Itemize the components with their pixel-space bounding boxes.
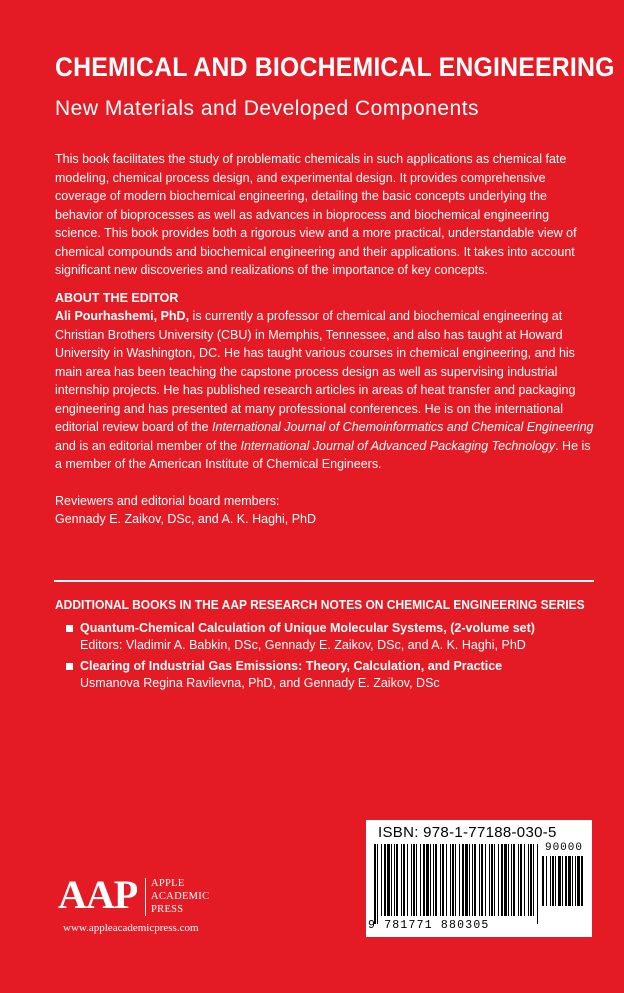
barcode-bar bbox=[440, 844, 441, 916]
section-divider bbox=[54, 580, 594, 582]
barcode-bar bbox=[533, 844, 534, 916]
barcode-bar bbox=[489, 844, 490, 916]
barcode-bar bbox=[403, 844, 405, 916]
barcode-bar bbox=[511, 844, 512, 916]
barcode-bar bbox=[555, 856, 556, 906]
series-book-title: Quantum-Chemical Calculation of Unique Molecular Systems, (2-volume set) bbox=[80, 621, 535, 635]
book-title: CHEMICAL AND BIOCHEMICAL ENGINEERING bbox=[55, 52, 615, 82]
barcode-bar bbox=[407, 844, 408, 916]
back-cover-text bbox=[55, 150, 595, 529]
barcode-bar bbox=[513, 844, 515, 916]
barcode-bar bbox=[462, 844, 464, 916]
barcode-bar bbox=[377, 844, 378, 924]
journal-title-2: International Journal of Advanced Packaging Technology bbox=[240, 438, 556, 453]
reviewers-label: Reviewers and editorial board members: bbox=[55, 493, 280, 508]
barcode-bar bbox=[520, 844, 522, 916]
price-code: 90000 bbox=[544, 842, 583, 854]
barcode-bar bbox=[435, 844, 437, 916]
series-book-title: Clearing of Industrial Gas Emissions: Theory, Calculation, and Practice bbox=[80, 659, 503, 673]
isbn-label: ISBN: 978-1-77188-030-5 bbox=[378, 824, 557, 841]
barcode-bar bbox=[452, 844, 454, 916]
editor-bio-part-3: . He is a member of the American Institute of Chemical Engineers. bbox=[55, 438, 591, 471]
ean-digits: 9 781771 880305 bbox=[368, 919, 490, 932]
barcode-bar bbox=[518, 844, 519, 916]
publisher-name-line: ACADEMIC bbox=[151, 891, 210, 902]
barcode-bar bbox=[387, 844, 390, 916]
barcode-bar bbox=[550, 856, 551, 906]
barcode-bar bbox=[413, 844, 415, 916]
barcode-bar bbox=[501, 844, 503, 916]
reviewers-names: Gennady E. Zaikov, DSc, and A. K. Haghi, PhD bbox=[55, 512, 317, 526]
barcode-bar bbox=[391, 844, 392, 916]
barcode-bar bbox=[442, 844, 444, 916]
barcode-bar bbox=[374, 844, 376, 924]
barcode-bar bbox=[508, 844, 509, 916]
barcode-bar bbox=[381, 844, 382, 916]
barcode-bar bbox=[504, 844, 507, 916]
barcode-bar bbox=[485, 844, 486, 916]
series-book-credits: Usmanova Regina Ravilevna, PhD, and Gennady E. Zaikov, DSc bbox=[80, 676, 440, 690]
barcode-bar bbox=[542, 856, 544, 906]
barcode-bar bbox=[430, 844, 431, 916]
barcode-bar bbox=[416, 844, 417, 916]
barcode-bar bbox=[524, 844, 525, 916]
series-heading: ADDITIONAL BOOKS IN THE AAP RESEARCH NOTES ON CHEMICAL ENGINEERING SERIES bbox=[55, 598, 585, 612]
journal-title-1: International Journal of Chemoinformatics and Chemical Engineering bbox=[212, 420, 594, 434]
barcode-bar bbox=[528, 844, 529, 916]
barcode-bar bbox=[401, 844, 402, 916]
barcode-bar bbox=[552, 856, 554, 906]
barcode-bar bbox=[565, 856, 567, 906]
barcode-bar bbox=[562, 856, 563, 906]
barcode-bar bbox=[537, 844, 538, 924]
barcode-bar bbox=[479, 844, 480, 916]
barcode-bar bbox=[465, 844, 468, 916]
publisher-logo-letters: AAP bbox=[58, 872, 138, 917]
square-bullet-icon bbox=[66, 625, 73, 632]
about-editor-text bbox=[55, 307, 595, 474]
barcode-bar bbox=[384, 844, 386, 916]
editor-name: Ali Pourhashemi, PhD, bbox=[55, 309, 190, 323]
barcode-bar bbox=[450, 844, 451, 916]
barcode-bar bbox=[396, 844, 398, 916]
barcode-bar bbox=[469, 844, 470, 916]
ean-barcode-icon bbox=[374, 844, 540, 924]
barcode-bar bbox=[474, 844, 476, 916]
barcode-bar bbox=[423, 844, 425, 916]
barcode-bar bbox=[498, 844, 499, 916]
barcode-bar bbox=[491, 844, 493, 916]
barcode-bar bbox=[472, 844, 473, 916]
barcode-bar bbox=[546, 856, 547, 906]
barcode-bar bbox=[572, 856, 573, 906]
book-subtitle: New Materials and Developed Components bbox=[55, 97, 480, 120]
editor-bio-part-1: is currently a professor of chemical and biochemical engineering at Christian Brothers University (CBU) in Memphis, Tennessee, and also has taught at Howard University in Washington, DC. He has taught various courses in chemical engineering, and his main area has been teaching the capstone process design as well as supervising industrial internship projects. He has published research articles in areas of heat transfer and packaging engineering and has presented at many professional conferences. He is on the international editorial review board of the bbox=[55, 309, 576, 434]
series-book-item bbox=[66, 620, 610, 654]
publisher-name-line: APPLE bbox=[151, 878, 185, 889]
series-book-credits: Editors: Vladimir A. Babkin, DSc, Gennady E. Zaikov, DSc, and A. K. Haghi, PhD bbox=[80, 638, 526, 652]
barcode-bar bbox=[455, 844, 456, 916]
publisher-name-line: PRESS bbox=[151, 904, 184, 915]
supplement-barcode-icon bbox=[542, 856, 586, 914]
publisher-website: www.appleacademicpress.com bbox=[63, 922, 199, 934]
logo-divider bbox=[145, 878, 146, 916]
barcode-bar bbox=[558, 856, 561, 906]
barcode-panel bbox=[366, 820, 592, 937]
barcode-bar bbox=[575, 856, 576, 906]
barcode-bar bbox=[446, 844, 447, 916]
book-description: This book facilitates the study of problematic chemicals in such applications as chemical fate modeling, chemical process design, and experimental design. It provides comprehensive coverage of modern biochemical engineering, detailing the basic concepts underlying the behavior of bioprocesses as well as advances in bioprocess and biochemical engineering science. This book provides both a rigorous view and a more practical, understandable view of chemical compounds and biochemical engineering and their applications. It takes into account significant new discoveries and realizations of the importance of key concepts. bbox=[55, 152, 577, 277]
publisher-name bbox=[151, 877, 209, 916]
barcode-bar bbox=[426, 844, 429, 916]
series-book-item bbox=[66, 658, 610, 692]
barcode-bar bbox=[433, 844, 434, 916]
barcode-bar bbox=[420, 844, 421, 916]
editor-bio-part-2: and is an editorial member of the bbox=[55, 438, 241, 453]
barcode-bar bbox=[459, 844, 460, 916]
barcode-bar bbox=[494, 844, 495, 916]
barcode-bar bbox=[568, 856, 571, 906]
barcode-bar bbox=[394, 844, 395, 916]
barcode-bar bbox=[530, 844, 532, 916]
barcode-bar bbox=[581, 856, 583, 906]
barcode-bar bbox=[577, 856, 580, 906]
barcode-bar bbox=[411, 844, 412, 916]
about-editor-heading: ABOUT THE EDITOR bbox=[55, 290, 179, 305]
square-bullet-icon bbox=[66, 663, 73, 670]
barcode-bar bbox=[481, 844, 483, 916]
